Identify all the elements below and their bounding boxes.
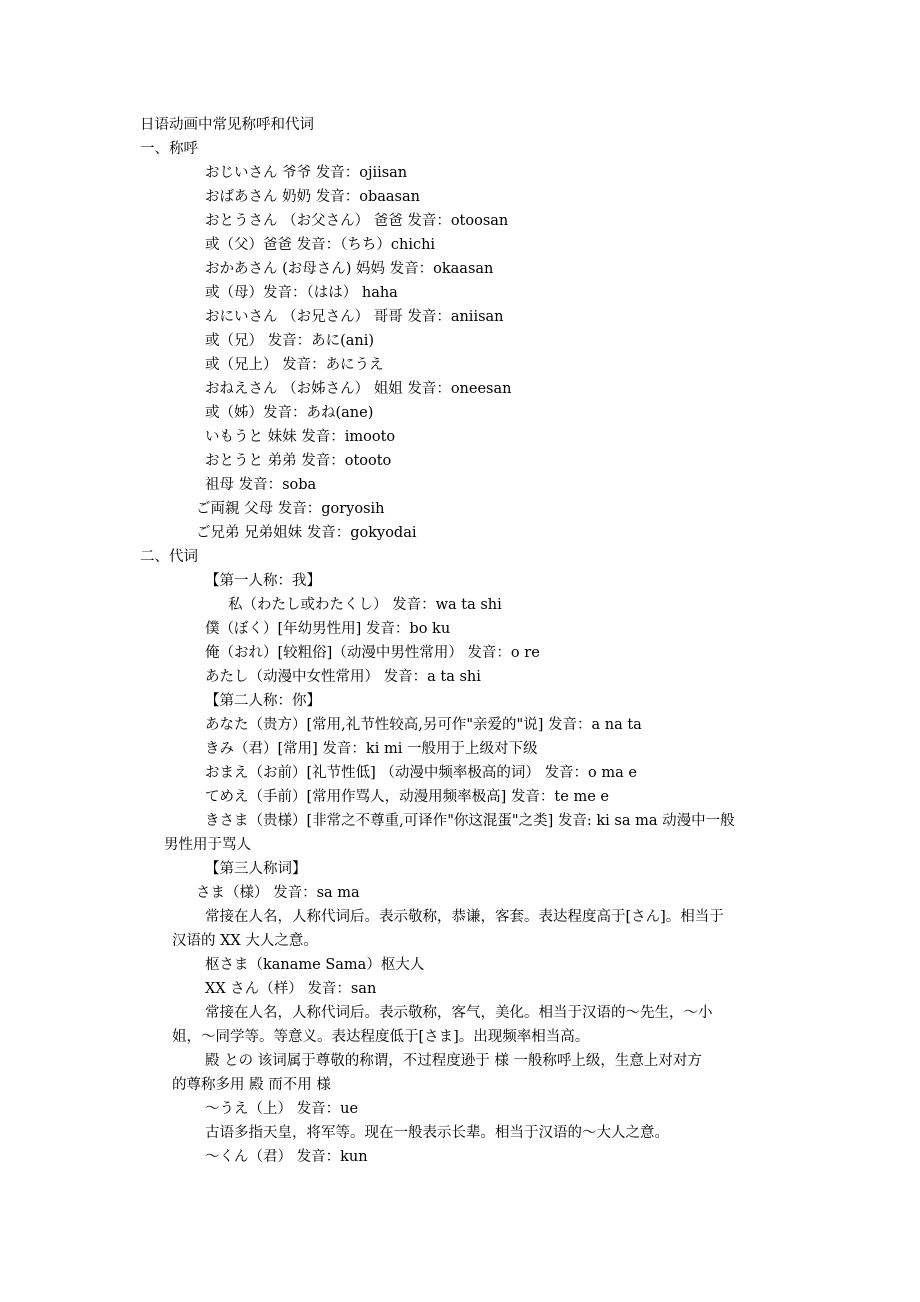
subheading-third-person: 【第三人称词】 <box>205 861 307 877</box>
pronoun-line: おまえ（お前）[礼节性低] （动漫中频率极高的词） 发音：o ma e <box>205 765 637 781</box>
honorific-line: 或（兄） 发音：あに(ani) <box>205 333 375 349</box>
pronoun-line: XX さん（样） 发音：san <box>205 981 377 997</box>
honorific-line: おかあさん (お母さん) 妈妈 发音：okaasan <box>205 261 494 277</box>
pronoun-line: ～うえ（上） 发音：ue <box>205 1101 359 1117</box>
explanation-line: 古语多指天皇，将军等。现在一般表示长辈。相当于汉语的～大人之意。 <box>205 1125 669 1141</box>
honorific-line: おねえさん （お姊さん） 姐姐 发音：oneesan <box>205 381 512 397</box>
subheading-second-person: 【第二人称：你】 <box>205 693 321 709</box>
honorific-line: おとうと 弟弟 发音：otooto <box>205 453 392 469</box>
section-heading-honorifics: 一、称呼 <box>140 141 198 157</box>
subheading-first-person: 【第一人称：我】 <box>205 573 321 589</box>
honorific-line: 或（兄上） 发音：あにうえ <box>205 357 384 373</box>
honorific-line: ご兄弟 兄弟姐妹 发音：gokyodai <box>196 525 417 541</box>
explanation-line: 常接在人名，人称代词后。表示敬称，客气，美化。相当于汉语的～先生，～小 <box>205 1005 713 1021</box>
honorific-line: おばあさん 奶奶 发音：obaasan <box>205 189 420 205</box>
pronoun-line: きみ（君）[常用] 发音：ki mi 一般用于上级对下级 <box>205 741 538 757</box>
section-heading-pronouns: 二、代词 <box>140 549 198 565</box>
pronoun-line: 私（わたし或わたくし） 发音：wa ta shi <box>228 597 502 613</box>
pronoun-line: さま（様） 发音：sa ma <box>196 885 360 901</box>
document-title: 日语动画中常见称呼和代词 <box>140 117 314 133</box>
honorific-line: 或（父）爸爸 发音：（ちち）chichi <box>205 237 436 253</box>
explanation-line-continued: 汉语的 XX 大人之意。 <box>172 933 318 949</box>
pronoun-line-continued: 男性用于骂人 <box>164 837 251 853</box>
honorific-line: 或（姊）发音：あね(ane) <box>205 405 374 421</box>
honorific-line: いもうと 妹妹 发音：imooto <box>205 429 396 445</box>
pronoun-line: あなた（贵方）[常用,礼节性较高,另可作"亲爱的"说] 发音：a na ta <box>205 717 642 733</box>
honorific-line: ご両親 父母 发音：goryosih <box>196 501 385 517</box>
example-line: 枢さま（kaname Sama）枢大人 <box>205 957 425 973</box>
honorific-line: 祖母 发音：soba <box>205 477 317 493</box>
honorific-line: おとうさん （お父さん） 爸爸 发音：otoosan <box>205 213 509 229</box>
pronoun-line: あたし（动漫中女性常用） 发音：a ta shi <box>205 669 481 685</box>
honorific-line: おにいさん （お兄さん） 哥哥 发音：aniisan <box>205 309 504 325</box>
pronoun-line: ～くん（君） 发音：kun <box>205 1149 368 1165</box>
pronoun-line: てめえ（手前）[常用作骂人，动漫用频率极高] 发音：te me e <box>205 789 609 805</box>
pronoun-line: 僕（ぼく）[年幼男性用] 发音：bo ku <box>205 621 451 637</box>
explanation-line: 殿 との 该词属于尊敬的称谓，不过程度逊于 様 一般称呼上级，生意上对对方 <box>205 1053 702 1069</box>
explanation-line-continued: 的尊称多用 殿 而不用 様 <box>172 1077 331 1093</box>
pronoun-line: きさま（贵様）[非常之不尊重,可译作"你这混蛋"之类] 发音: ki sa ma 动漫中一般 <box>205 813 735 829</box>
explanation-line: 常接在人名，人称代词后。表示敬称，恭谦，客套。表达程度高于[さん]。相当于 <box>205 909 724 925</box>
honorific-line: おじいさん 爷爷 发音：ojiisan <box>205 165 408 181</box>
honorific-line: 或（母）发音：（はは） haha <box>205 285 398 301</box>
explanation-line-continued: 姐，～同学等。等意义。表达程度低于[さま]。出现频率相当高。 <box>172 1029 590 1045</box>
pronoun-line: 俺（おれ）[较粗俗]（动漫中男性常用） 发音：o re <box>205 645 540 661</box>
